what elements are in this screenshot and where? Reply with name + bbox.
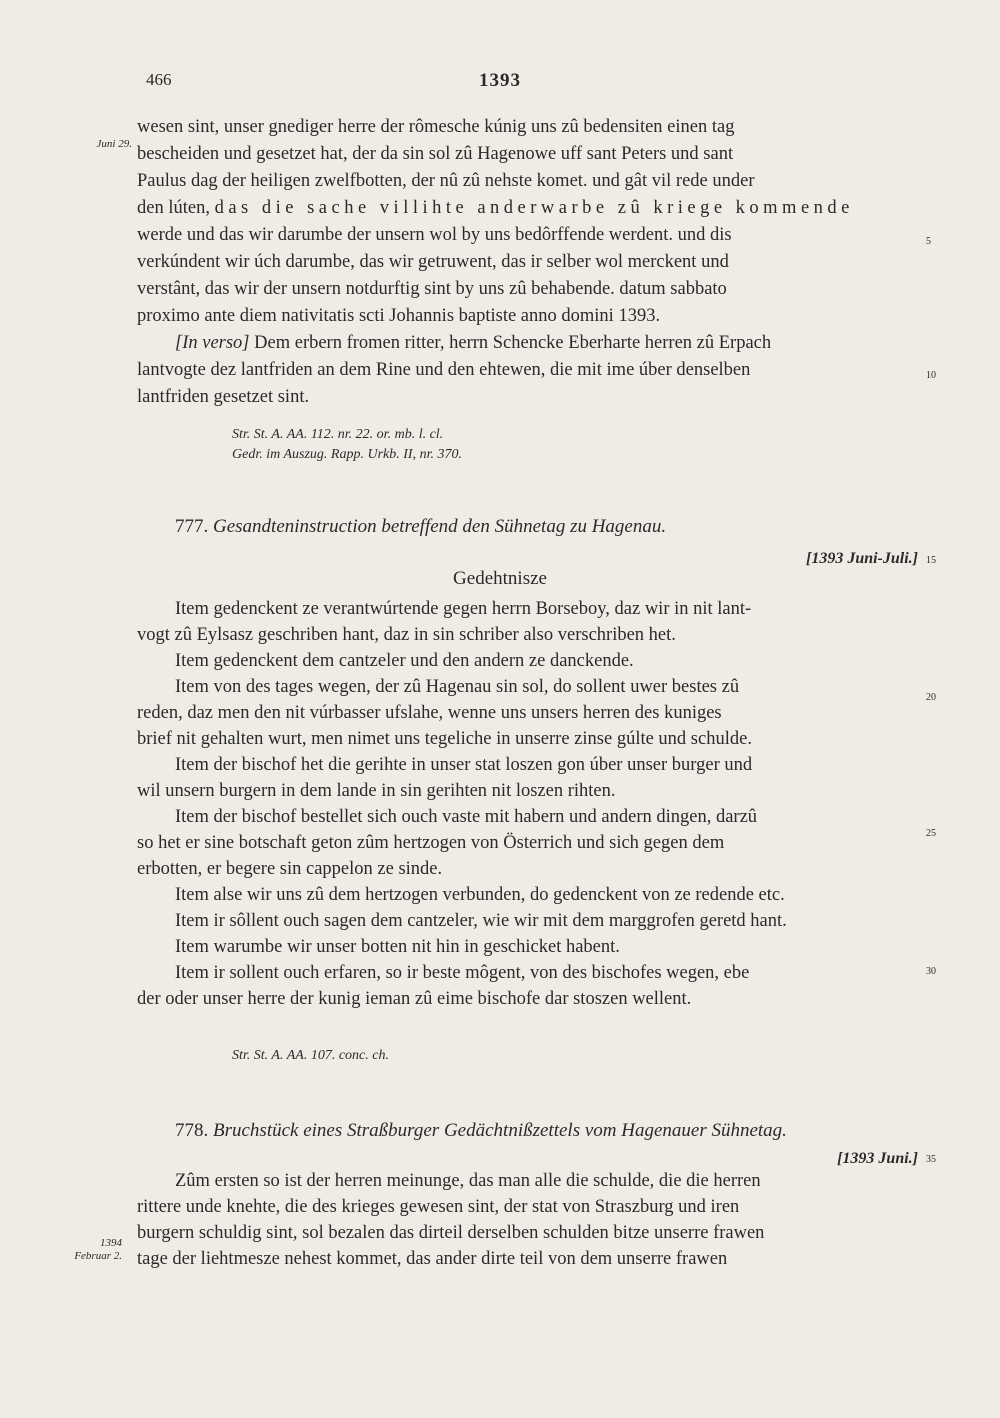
verso-label: [In verso] <box>175 333 250 353</box>
source-citation <box>232 1046 389 1066</box>
text-line: proximo ante diem nativitatis scti Johannis baptiste anno domini 1393. <box>137 306 661 326</box>
margin-date-day: Februar 2. <box>74 1250 122 1262</box>
page-number: 466 <box>146 70 172 89</box>
text-line: werde und das wir darumbe der unsern wol by uns bedôrffende werdent. und dis <box>137 225 732 245</box>
source-line: Str. St. A. AA. 107. conc. ch. <box>232 1048 389 1063</box>
text-line: Item der bischof het die gerihte in unser stat loszen gon úber unser burger und <box>175 755 753 775</box>
text-line: tage der liehtmesze nehest kommet, das ander dirte teil von dem unserre frawen <box>137 1249 728 1269</box>
document-date: [1393 Juni.] <box>837 1150 918 1167</box>
text-line: lantvogte dez lantfriden an dem Rine und den ehtewen, die mit ime úber denselben <box>137 360 751 380</box>
document-778-text <box>137 1168 921 1272</box>
line-number: 25 <box>926 828 936 839</box>
text-line: verstânt, das wir der unsern notdurftig sint by uns zû behabende. datum sabbato <box>137 279 727 299</box>
text-line: brief nit gehalten wurt, men nimet uns tegeliche in unserre zinse gúlte und schulde. <box>137 729 752 749</box>
line-number: 35 <box>926 1154 936 1165</box>
line-number: 10 <box>926 370 936 381</box>
source-citation <box>232 425 462 465</box>
text-line: wil unsern burgern in dem lande in sin gerihten nit loszen rihten. <box>137 781 616 801</box>
text-line: bescheiden und gesetzet hat, der da sin sol zû Hagenowe uff sant Peters und sant <box>137 144 734 164</box>
running-header-year: 1393 <box>479 70 521 91</box>
line-number: 15 <box>926 555 936 566</box>
text-line: Item gedenckent ze verantwúrtende gegen herrn Borseboy, daz wir in nit lant- <box>175 599 752 619</box>
margin-date-note <box>52 1237 122 1263</box>
document-heading <box>175 516 915 538</box>
text-line: lantfriden gesetzet sint. <box>137 387 310 407</box>
text-line: Zûm ersten so ist der herren meinunge, das man alle die schulde, die die herren <box>175 1171 761 1191</box>
text-line: Paulus dag der heiligen zwelfbotten, der nû zû nehste komet. und gât vil rede under <box>137 171 755 191</box>
margin-date-note: Juni 29. <box>96 138 132 150</box>
text-line: Item alse wir uns zû dem hertzogen verbunden, do gedenckent von ze redende etc. <box>175 885 785 905</box>
line-number: 5 <box>926 236 931 247</box>
text-line: der oder unser herre der kunig ieman zû eime bischofe dar stoszen wellent. <box>137 989 692 1009</box>
document-heading-text: Bruchstück eines Straßburger Gedächtnißzettels vom Hagenauer Sühnetag. <box>213 1120 787 1141</box>
text-line: wesen sint, unser gnediger herre der rômesche kúnig uns zû bedensiten einen tag <box>137 117 735 137</box>
document-777-text <box>137 596 921 1012</box>
document-title: Gedehtnisze <box>453 568 547 589</box>
text-line: verkúndent wir úch darumbe, das wir getruwent, das ir selber wol merckent und <box>137 252 729 272</box>
text-segment: den lúten, <box>137 198 215 218</box>
document-heading <box>175 1120 915 1142</box>
document-date: [1393 Juni-Juli.] <box>805 550 918 567</box>
text-line: Item warumbe wir unser botten nit hin in geschicket habent. <box>175 937 620 957</box>
text-line <box>137 330 921 357</box>
source-line: Gedr. im Auszug. Rapp. Urkb. II, nr. 370. <box>232 447 462 462</box>
text-line: Item ir sôllent ouch sagen dem cantzeler, wie wir mit dem marggrofen geretd hant. <box>175 911 787 931</box>
text-line: rittere unde knehte, die des krieges gewesen sint, der stat von Straszburg und iren <box>137 1197 740 1217</box>
text-line: burgern schuldig sint, sol bezalen das dirteil derselben schulden bitze unserre frawen <box>137 1223 765 1243</box>
line-number: 20 <box>926 692 936 703</box>
text-line: reden, daz men den nit vúrbasser ufslahe, wenne uns unsers herren des kuniges <box>137 703 722 723</box>
text-line: vogt zû Eylsasz geschriben hant, daz in sin schriber also verschriben het. <box>137 625 676 645</box>
text-line: so het er sine botschaft geton zûm hertzogen von Österrich und sich gegen dem <box>137 833 725 853</box>
line-number: 30 <box>926 966 936 977</box>
text-line: Item von des tages wegen, der zû Hagenau sin sol, do sollent uwer bestes zû <box>175 677 740 697</box>
document-number: 778. <box>175 1120 209 1141</box>
text-line: erbotten, er begere sin cappelon ze sinde. <box>137 859 443 879</box>
text-line: Item gedenckent dem cantzeler und den andern ze danckende. <box>175 651 634 671</box>
document-number: 777. <box>175 516 209 537</box>
spaced-text-segment: das die sache villihte anderwarbe zû kriege kommende <box>214 198 854 218</box>
text-line: Item ir sollent ouch erfaren, so ir beste môgent, von des bischofes wegen, ebe <box>175 963 750 983</box>
document-776-text <box>137 114 921 411</box>
text-line: Item der bischof bestellet sich ouch vaste mit habern und andern dingen, darzû <box>175 807 758 827</box>
margin-date-year: 1394 <box>100 1237 122 1249</box>
source-line: Str. St. A. AA. 112. nr. 22. or. mb. l. cl. <box>232 427 444 442</box>
text-segment: Dem erbern fromen ritter, herrn Schencke Eberharte herren zû Erpach <box>249 333 772 353</box>
document-heading-text: Gesandteninstruction betreffend den Sühnetag zu Hagenau. <box>213 516 667 537</box>
text-line <box>137 195 921 222</box>
